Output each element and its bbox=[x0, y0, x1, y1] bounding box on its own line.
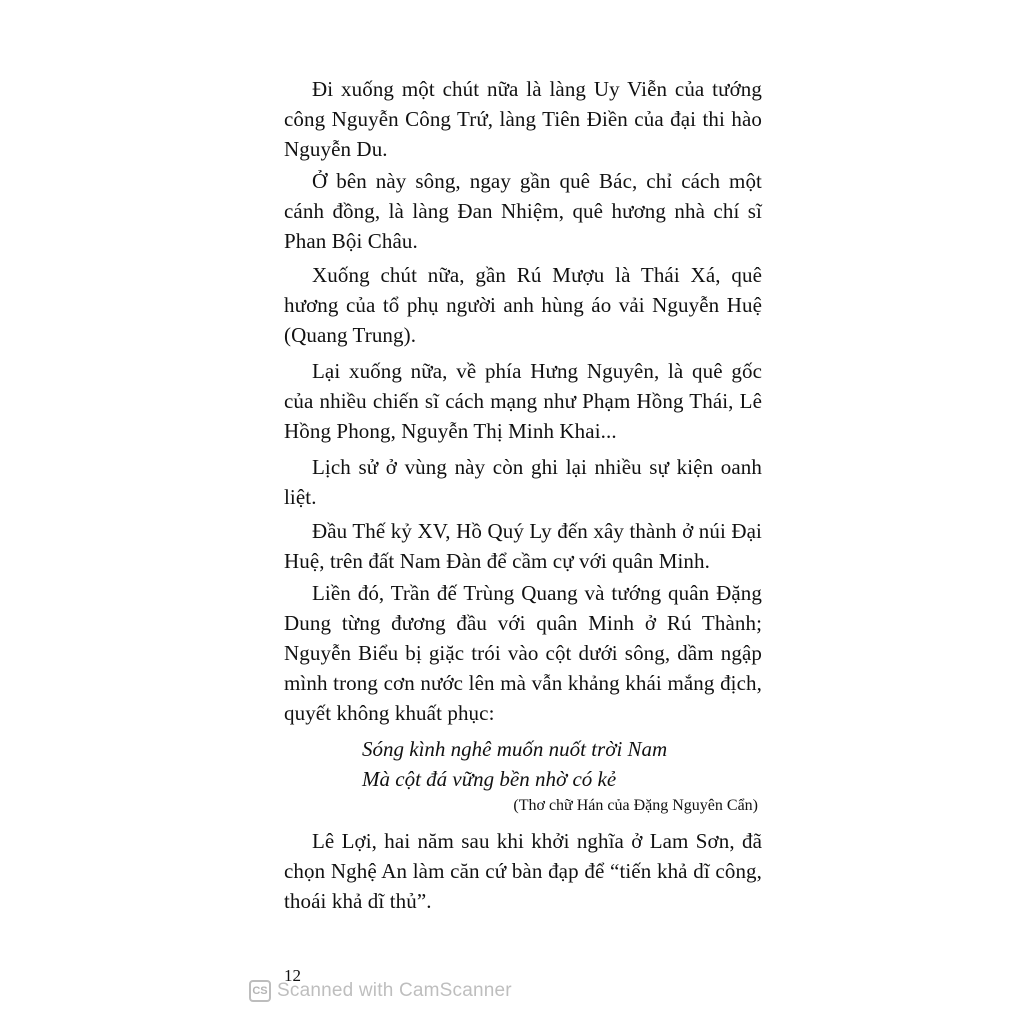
poem-line-2: Mà cột đá vững bền nhờ có kẻ bbox=[362, 767, 617, 791]
paragraph-tran-de: Liền đó, Trần đế Trùng Quang và tướng quân Đặng Dung từng đương đầu với quân Minh ở Rú Thành; Nguyễn Biểu bị giặc trói vào cột dưới sông, dầm ngập mình trong cơn nước lên mà vẫn khảng khái mắng địch, quyết không khuất phục: bbox=[284, 581, 762, 725]
paragraph-dan-nhiem: Ở bên này sông, ngay gần quê Bác, chỉ cách một cánh đồng, là làng Đan Nhiệm, quê hương nhà chí sĩ Phan Bội Châu. bbox=[284, 169, 762, 253]
paragraph-le-loi: Lê Lợi, hai năm sau khi khởi nghĩa ở Lam Sơn, đã chọn Nghệ An làm căn cứ bàn đạp để “tiến khả dĩ công, thoái khả dĩ thủ”. bbox=[284, 829, 762, 913]
camscanner-logo-icon: CS bbox=[249, 980, 271, 1002]
poem-verse bbox=[362, 734, 667, 794]
paragraph-ho-quy-ly: Đầu Thế kỷ XV, Hồ Quý Ly đến xây thành ở núi Đại Huệ, trên đất Nam Đàn để cầm cự với quân Minh. bbox=[284, 519, 762, 573]
paragraph-uy-vien: Đi xuống một chút nữa là làng Uy Viễn của tướng công Nguyễn Công Trứ, làng Tiên Điền của đại thi hào Nguyễn Du. bbox=[284, 77, 762, 161]
poem-line-1: Sóng kình nghê muốn nuốt trời Nam bbox=[362, 737, 668, 761]
camscanner-watermark bbox=[249, 978, 512, 1004]
poem-attribution: (Thơ chữ Hán của Đặng Nguyên Cẩn) bbox=[513, 797, 758, 814]
paragraph-thai-xa: Xuống chút nữa, gần Rú Mượu là Thái Xá, quê hương của tổ phụ người anh hùng áo vải Nguyễn Huệ (Quang Trung). bbox=[284, 263, 762, 347]
watermark-text: Scanned with CamScanner bbox=[277, 980, 512, 1001]
page-number: 12 bbox=[284, 966, 301, 985]
paragraph-lich-su: Lịch sử ở vùng này còn ghi lại nhiều sự kiện oanh liệt. bbox=[284, 455, 762, 509]
paragraph-hung-nguyen: Lại xuống nữa, về phía Hưng Nguyên, là quê gốc của nhiều chiến sĩ cách mạng như Phạm Hồng Thái, Lê Hồng Phong, Nguyễn Thị Minh Khai... bbox=[284, 359, 762, 443]
